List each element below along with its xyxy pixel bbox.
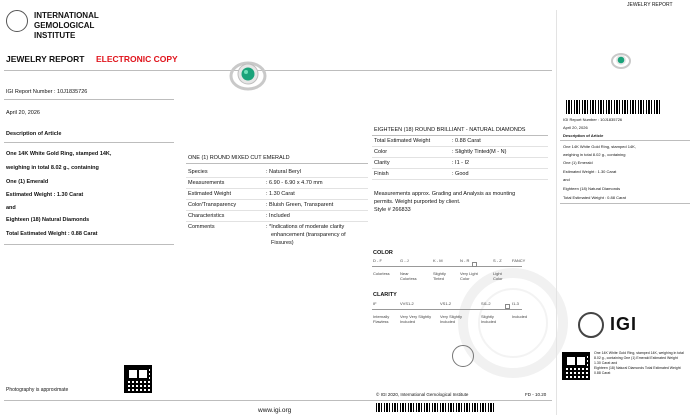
clarity-scale-line xyxy=(372,309,522,310)
emerald-comment-line2: enhancement (transparency of xyxy=(271,232,346,238)
desc-line-4: Estimated Weight : 1.30 Carat xyxy=(6,192,84,198)
diamond-row-label: Finish xyxy=(374,171,389,177)
diamond-row-label: Color xyxy=(374,149,388,155)
diamond-row-label: Clarity xyxy=(374,160,390,166)
emerald-row-divider xyxy=(186,210,368,211)
clarity-grade-label: Slightly Included xyxy=(481,314,497,324)
clarity-grade: VS1-2 xyxy=(440,301,452,306)
stub-report-number: IGI Report Number : 10J1835726 xyxy=(563,117,623,122)
qr-code-left xyxy=(124,365,152,393)
emerald-row-value: : Included xyxy=(266,213,290,219)
igi-seal-bottom-icon xyxy=(452,345,474,367)
diamond-row-value: : 0.88 Carat xyxy=(452,138,481,144)
desc-line-7: Total Estimated Weight : 0.88 Carat xyxy=(6,231,98,237)
emerald-row-divider xyxy=(186,188,368,189)
form-code: FD - 10.20 xyxy=(525,392,547,397)
stub-line-1: One 14K White Gold Ring, stamped 14K, xyxy=(563,144,636,149)
stub-barcode xyxy=(566,100,662,114)
stub-line-7: Total Estimated Weight : 0.88 Carat xyxy=(563,195,626,200)
color-grade-label: Light Color xyxy=(493,271,503,281)
diamond-row-divider xyxy=(372,146,548,147)
emerald-row-divider xyxy=(186,199,368,200)
emerald-row-label: Color/Transparency xyxy=(188,202,237,208)
stub-line-5: and xyxy=(563,177,570,182)
description-heading: Description of Article xyxy=(6,131,62,137)
desc-line-3: One (1) Emerald xyxy=(6,179,49,185)
clarity-grade-label: Internally Flawless xyxy=(373,314,390,324)
diamond-note-line2: permits. Weight purported by client. xyxy=(374,199,461,205)
stub-bottom-4: Eighteen (18) Natural Diamonds Total Estimated Weight xyxy=(594,366,681,370)
clarity-grade: I1-3 xyxy=(512,301,519,306)
color-grade: S - Z xyxy=(493,258,502,263)
stub-igi-logo-text: IGI xyxy=(610,314,638,334)
diamonds-heading: EIGHTEEN (18) ROUND BRILLIANT - NATURAL DIAMONDS xyxy=(374,127,526,133)
stub-bottom-5: 0.88 Carat xyxy=(594,371,611,375)
emerald-row-label: Comments xyxy=(188,224,215,230)
stub-bottom-1: One 14K White Gold Ring, stamped 14K, weighing in total xyxy=(594,351,684,355)
stub-line-2: weighing in total 8.02 g., containing xyxy=(563,152,626,157)
color-grade: D - F xyxy=(373,258,382,263)
color-grade-label: Colorless xyxy=(373,271,390,276)
top-right-report-label: JEWELRY REPORT xyxy=(627,2,673,8)
clarity-grade: VVS1-2 xyxy=(400,301,414,306)
diamond-row-value: : Slightly Tinted(M - N) xyxy=(452,149,507,155)
stub-divider-2 xyxy=(560,203,690,204)
emerald-row-value: : Natural Beryl xyxy=(266,169,301,175)
emerald-row-label: Estimated Weight xyxy=(188,191,232,197)
left-divider-3 xyxy=(4,244,174,245)
diamond-row-value: : Good xyxy=(452,171,469,177)
stub-line-3: One (1) Emerald xyxy=(563,160,593,165)
report-title: JEWELRY REPORT xyxy=(6,54,85,64)
color-grade: N - R xyxy=(460,258,470,263)
style-number: Style # 266833 xyxy=(374,207,411,213)
org-name-line3: INSTITUTE xyxy=(34,31,76,40)
header-divider xyxy=(4,70,552,71)
diamond-row-value: : I1 - I2 xyxy=(452,160,470,166)
website: www.igi.org xyxy=(258,407,292,414)
emerald-divider-top xyxy=(186,163,368,164)
clarity-grade: SI1-2 xyxy=(481,301,491,306)
color-grade: K - M xyxy=(433,258,443,263)
ring-photo xyxy=(228,56,268,92)
clarity-grade-label: Included xyxy=(512,314,528,319)
stub-divider xyxy=(560,140,690,141)
clarity-grade: IF xyxy=(373,301,377,306)
emerald-row-label: Measurements xyxy=(188,180,225,186)
stub-separator xyxy=(556,10,557,415)
photography-note: Photography is approximate xyxy=(6,387,69,393)
color-grade: G - J xyxy=(400,258,409,263)
diamond-note-line1: Measurements approx. Grading and Analysis as mounting xyxy=(374,191,516,197)
stub-line-6: Eighteen (18) Natural Diamonds xyxy=(563,186,621,191)
emerald-row-value: : 1.30 Carat xyxy=(266,191,295,197)
stub-bottom-2: 8.02 g., containing One (1) Emerald Estimated Weight xyxy=(594,356,678,360)
color-scale-line xyxy=(372,266,522,267)
clarity-marker-box xyxy=(505,304,510,309)
desc-line-1: One 14K White Gold Ring, stamped 14K, xyxy=(6,151,112,157)
stub-date: April 20, 2026 xyxy=(563,125,588,130)
emerald-heading: ONE (1) ROUND MIXED CUT EMERALD xyxy=(188,155,290,161)
color-grade: FANCY xyxy=(512,258,526,263)
clarity-grade-label: Very Slightly Included xyxy=(440,314,463,324)
color-grade-label: Slightly Tinted xyxy=(433,271,446,281)
qr-code-stub xyxy=(562,352,590,380)
report-number: IGI Report Number : 10J1835726 xyxy=(6,89,88,95)
stub-line-4: Estimated Weight : 1.30 Carat xyxy=(563,169,617,174)
diamonds-divider-top xyxy=(372,135,548,136)
igi-seal-icon xyxy=(6,10,28,32)
copyright: © IGI 2020, International Gemological Institute xyxy=(376,392,469,397)
emerald-row-value: : *Indications of moderate clarity xyxy=(266,224,345,230)
color-grade-label: Very Light Color xyxy=(460,271,478,281)
color-grade-label: Near Colorless xyxy=(400,271,417,281)
electronic-copy-label: ELECTRONIC COPY xyxy=(96,54,178,64)
stub-igi-logo-icon xyxy=(578,312,604,338)
emerald-row-divider xyxy=(186,221,368,222)
left-divider-1 xyxy=(4,99,174,100)
color-scale-title: COLOR xyxy=(373,250,393,256)
stub-description-heading: Description of Article xyxy=(563,133,604,138)
emerald-row-label: Species xyxy=(188,169,208,175)
desc-line-6: Eighteen (18) Natural Diamonds xyxy=(6,217,90,223)
org-name-line2: GEMOLOGICAL xyxy=(34,21,95,30)
diamond-row-divider xyxy=(372,168,548,169)
report-date: April 20, 2026 xyxy=(6,110,40,116)
org-name-line1: INTERNATIONAL xyxy=(34,11,99,20)
desc-line-5: and xyxy=(6,205,16,211)
emerald-row-value: : 6.90 - 6.90 x 4.70 mm xyxy=(266,180,323,186)
diamond-row-divider xyxy=(372,157,548,158)
stub-ring-photo xyxy=(610,50,632,70)
diamond-row-divider xyxy=(372,179,548,180)
footer-divider xyxy=(4,400,552,401)
diamond-row-label: Total Estimated Weight xyxy=(374,138,431,144)
emerald-comment-line3: Fissures) xyxy=(271,240,294,246)
emerald-row-value: : Bluish Green, Transparent xyxy=(266,202,334,208)
stub-bottom-3: 1.30 Carat and xyxy=(594,361,618,365)
emerald-row-divider xyxy=(186,177,368,178)
desc-line-2: weighing in total 8.02 g., containing xyxy=(6,165,99,171)
clarity-scale-title: CLARITY xyxy=(373,292,397,298)
clarity-grade-label: Very Very Slightly Included xyxy=(400,314,432,324)
emerald-row-label: Characteristics xyxy=(188,213,225,219)
barcode-bottom xyxy=(376,403,496,412)
left-divider-2 xyxy=(4,142,174,143)
color-marker-box xyxy=(472,262,477,267)
